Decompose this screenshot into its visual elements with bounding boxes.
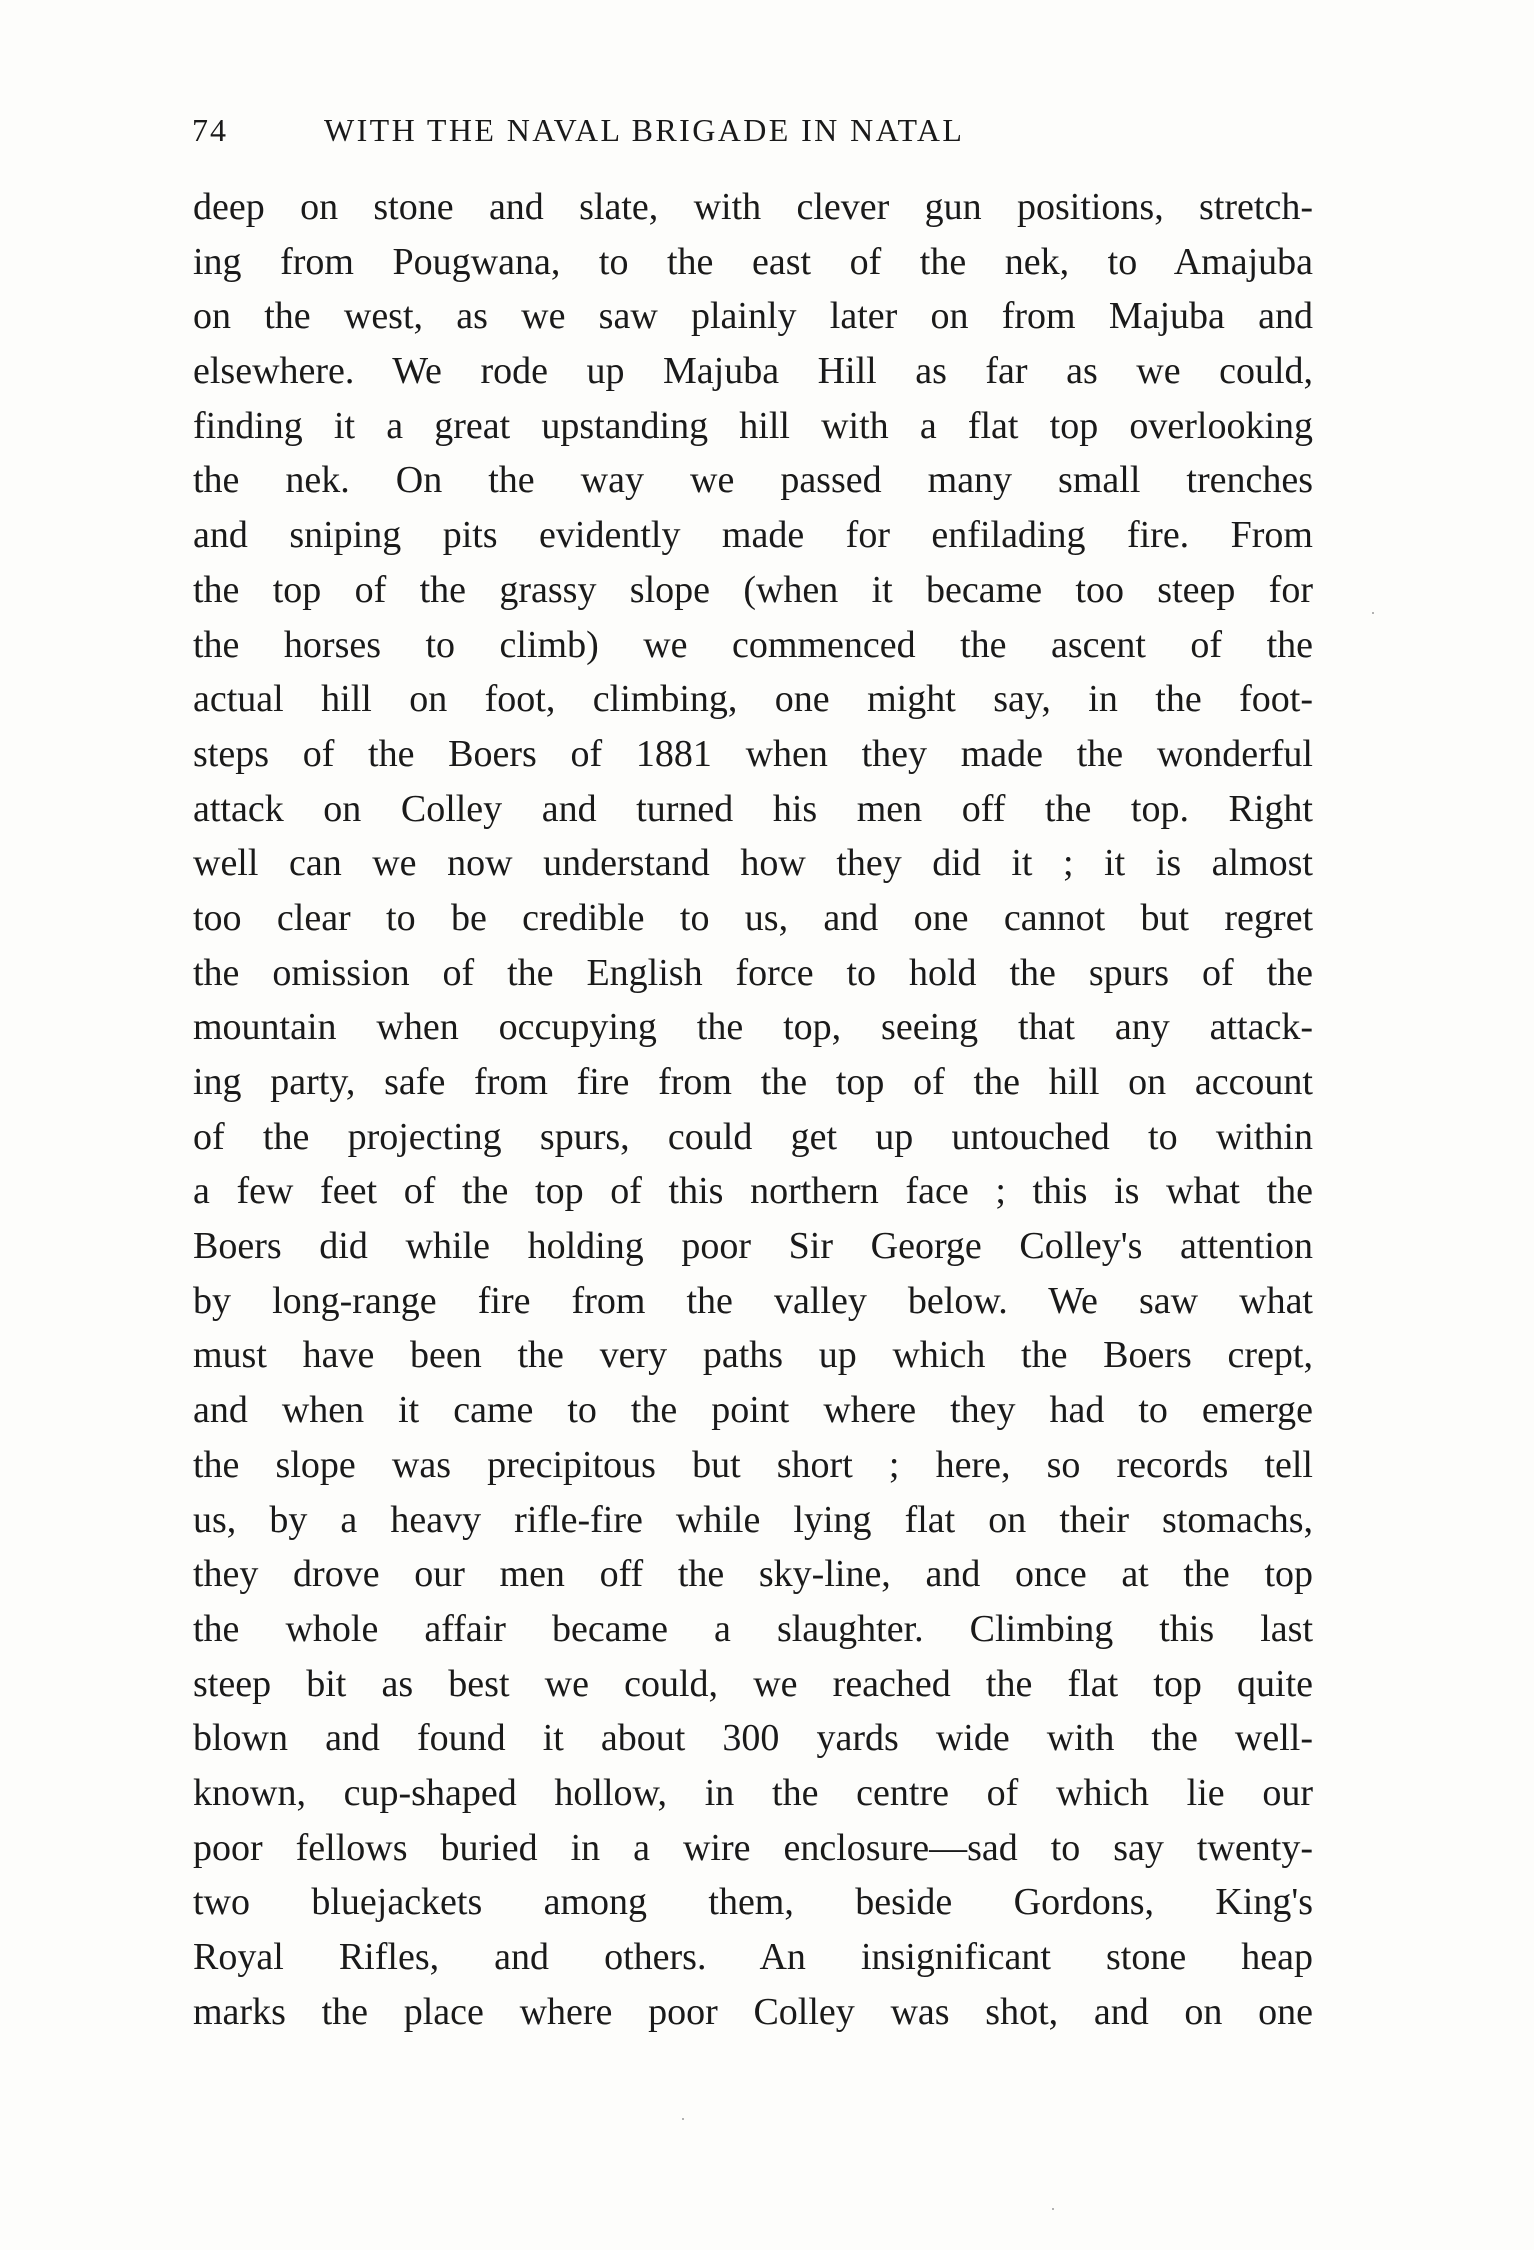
page-number: 74 [192,112,228,148]
text-line: Boers did while holding poor Sir George Colley's attention [193,1225,1313,1268]
text-line: the slope was precipitous but short ; here, so records tell [193,1443,1313,1486]
text-line: by long-range fire from the valley below. We saw what [193,1279,1313,1322]
text-line: marks the place where poor Colley was shot, and on one [193,1990,1313,2033]
running-title: WITH THE NAVAL BRIGADE IN NATAL [324,112,965,148]
text-line: and sniping pits evidently made for enfilading fire. From [193,514,1313,557]
running-head [192,108,1312,152]
text-line: the whole affair became a slaughter. Climbing this last [193,1607,1313,1650]
text-line: finding it a great upstanding hill with a flat top overlooking [193,404,1313,447]
text-line: the omission of the English force to hold the spurs of the [193,951,1313,994]
text-line: ing from Pougwana, to the east of the nek, to Amajuba [193,240,1313,283]
paper-speck [1372,612,1374,614]
text-line: well can we now understand how they did it ; it is almost [193,842,1313,885]
body-text [193,180,1313,2039]
text-line: the nek. On the way we passed many small trenches [193,459,1313,502]
text-line: blown and found it about 300 yards wide with the well- [193,1717,1313,1760]
text-line: mountain when occupying the top, seeing that any attack- [193,1006,1313,1049]
text-line: a few feet of the top of this northern face ; this is what the [193,1170,1313,1213]
text-line: and when it came to the point where they had to emerge [193,1389,1313,1432]
paper-speck [1052,2208,1054,2210]
text-line: attack on Colley and turned his men off the top. Right [193,787,1313,830]
text-line: the top of the grassy slope (when it became too steep for [193,568,1313,611]
text-line: ing party, safe from fire from the top of the hill on account [193,1061,1313,1103]
text-line: Royal Rifles, and others. An insignificant stone heap [193,1936,1313,1978]
text-line: steep bit as best we could, we reached the flat top quite [193,1662,1313,1705]
text-line: too clear to be credible to us, and one cannot but regret [193,896,1313,939]
text-line: known, cup-shaped hollow, in the centre of which lie our [193,1771,1313,1814]
text-line: of the projecting spurs, could get up untouched to within [193,1115,1313,1158]
text-line: poor fellows buried in a wire enclosure—sad to say twenty- [193,1826,1313,1869]
text-line: deep on stone and slate, with clever gun positions, stretch- [193,186,1313,228]
text-line: must have been the very paths up which the Boers crept, [193,1334,1313,1377]
text-line: the horses to climb) we commenced the ascent of the [193,623,1313,666]
text-line: us, by a heavy rifle-fire while lying flat on their stomachs, [193,1498,1313,1541]
text-line: two bluejackets among them, beside Gordons, King's [193,1881,1313,1924]
text-line: actual hill on foot, climbing, one might say, in the foot- [193,678,1313,721]
text-line: steps of the Boers of 1881 when they made the wonderful [193,732,1313,775]
text-line: on the west, as we saw plainly later on from Majuba and [193,295,1313,338]
text-line: elsewhere. We rode up Majuba Hill as far as we could, [193,350,1313,393]
text-line: they drove our men off the sky-line, and once at the top [193,1553,1313,1596]
paper-speck [682,2118,684,2120]
